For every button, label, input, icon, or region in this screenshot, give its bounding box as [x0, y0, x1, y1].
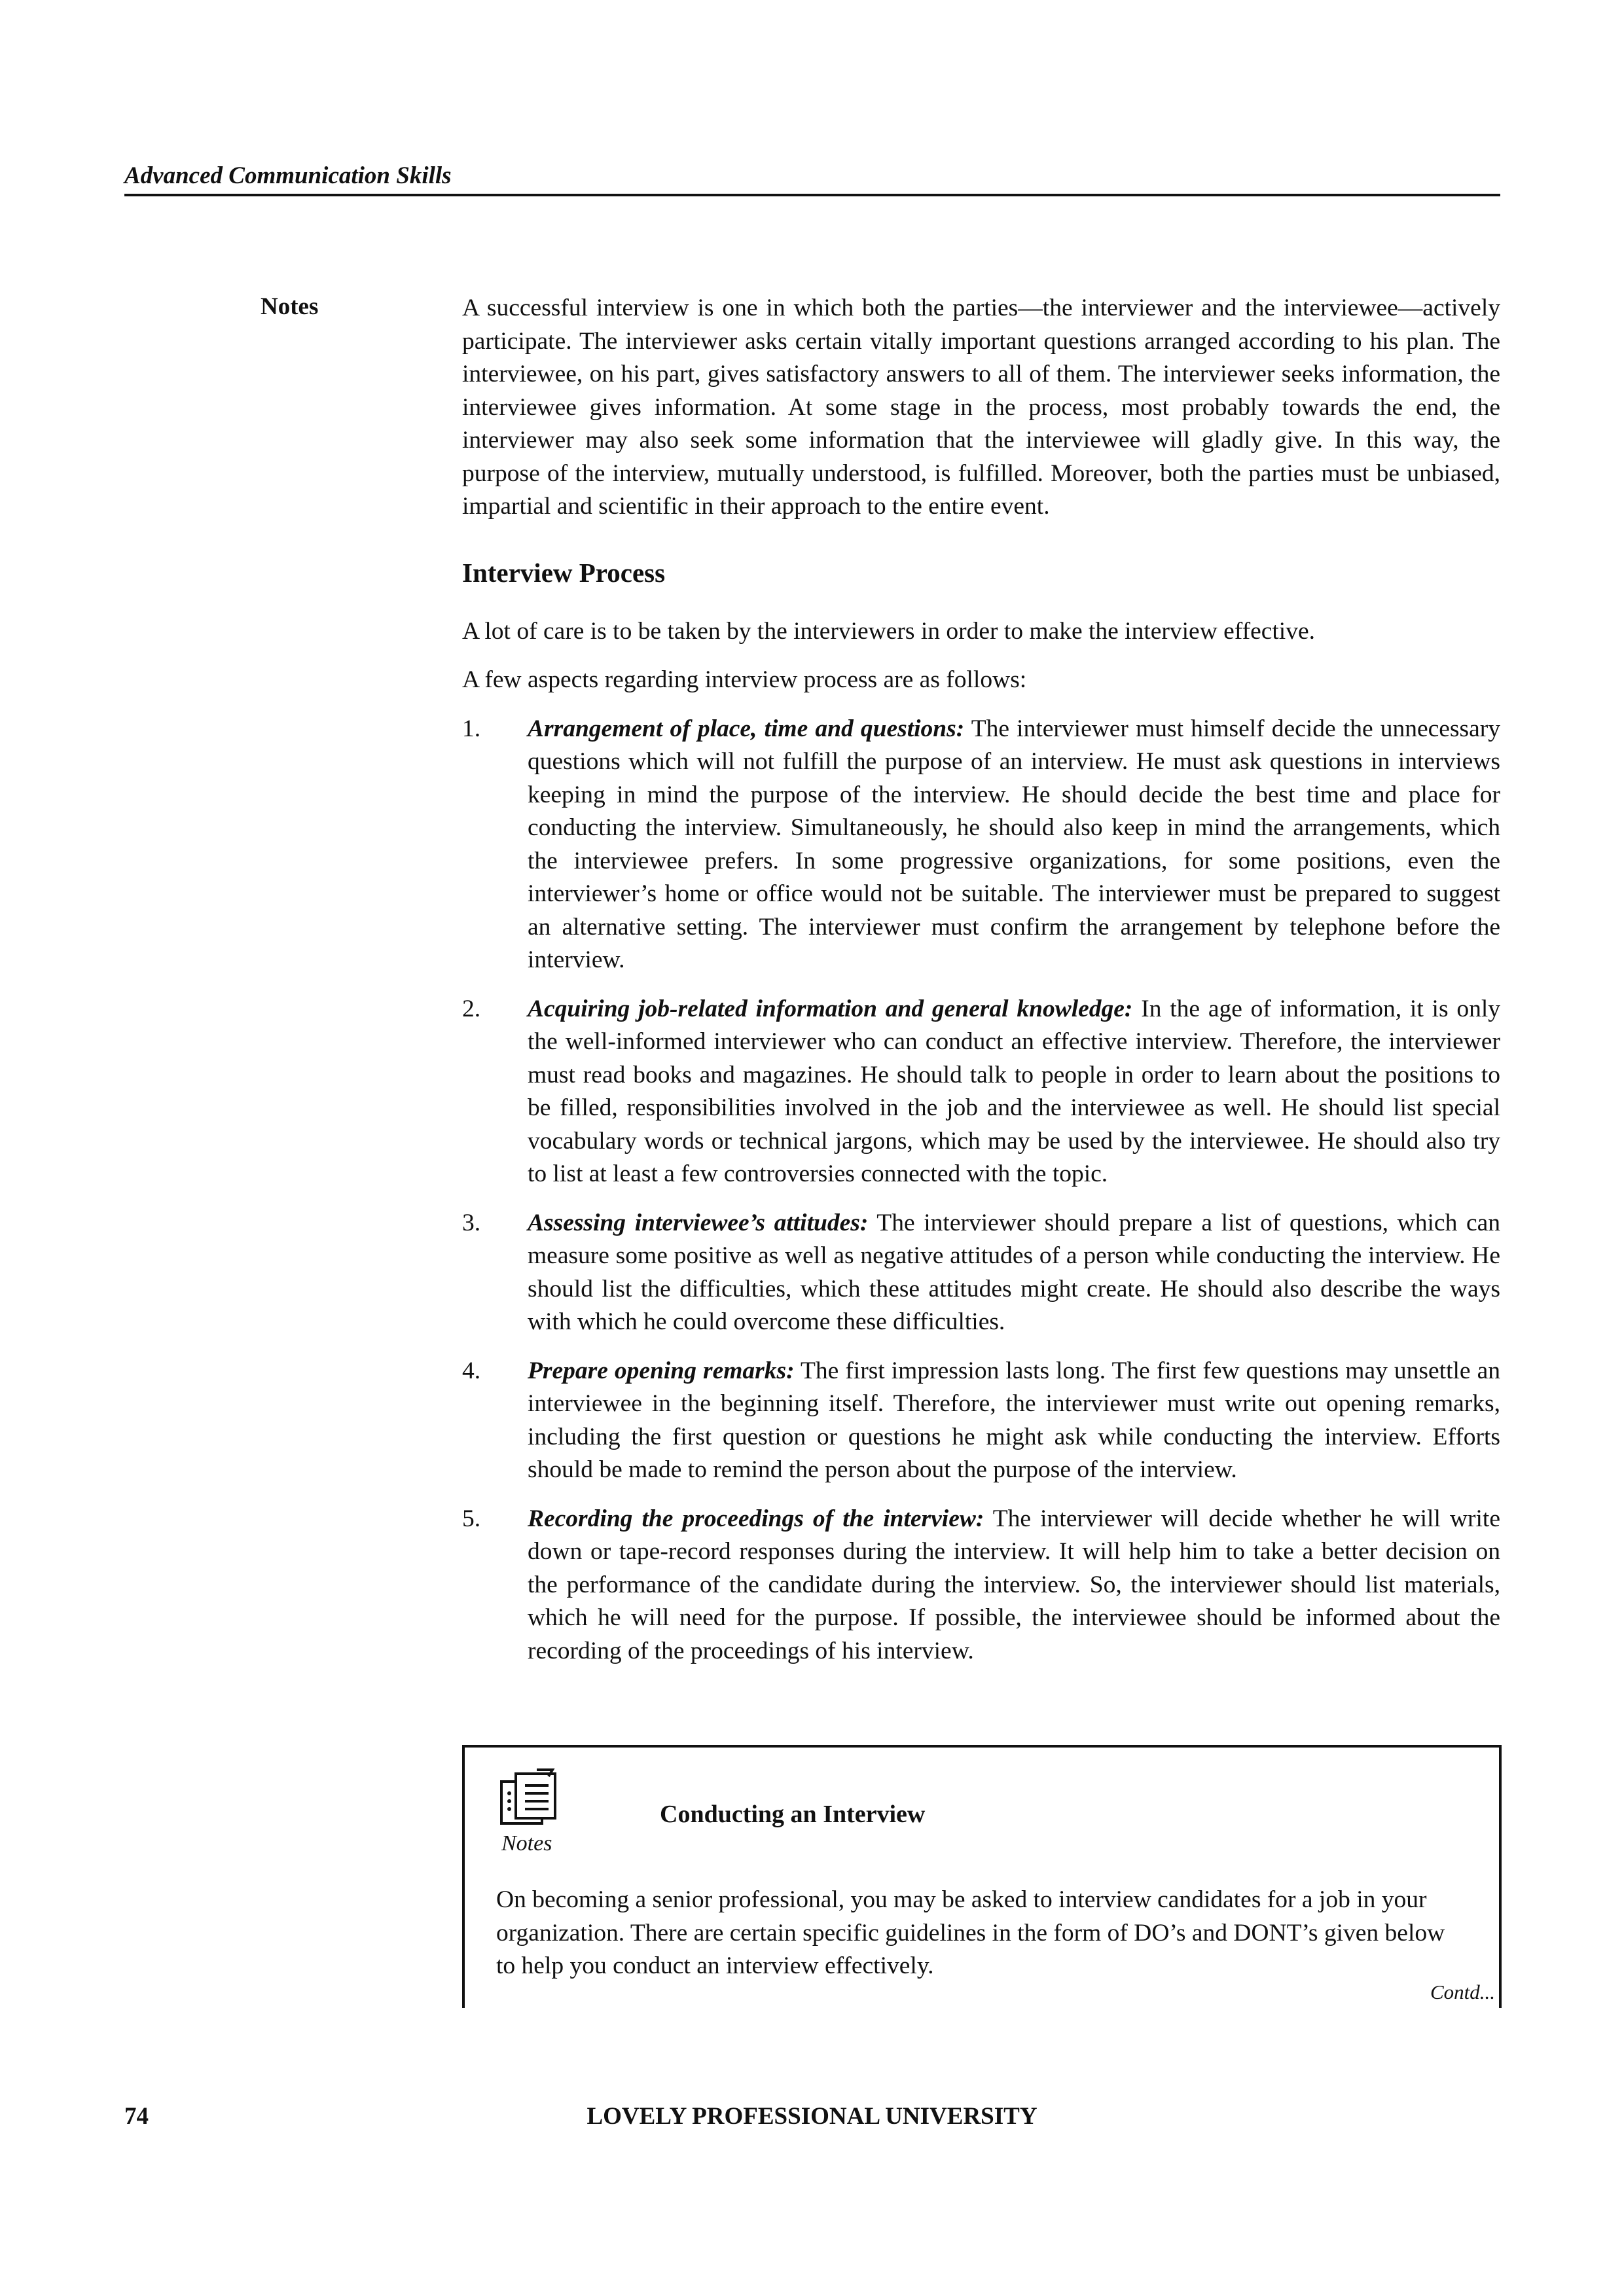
list-item	[462, 1503, 1500, 1668]
list-item-number: 1.	[462, 715, 481, 742]
list-item-term: Arrangement of place, time and questions:	[528, 715, 965, 742]
section-heading: Interview Process	[462, 557, 666, 588]
list-item-term: Recording the proceedings of the interview:	[528, 1505, 984, 1532]
list-item	[462, 1207, 1500, 1339]
list-item-term: Prepare opening remarks:	[528, 1357, 795, 1384]
list-item-text: In the age of information, it is only the well-informed interviewer who can conduct an effective interview. Therefore, the interviewer must read books and magazines. He should talk to people in order to learn about the positions to be filled, responsibilities involved in the job and the interviewee as well. He should list special vocabulary words or technical jargons, which may be used by the interviewee. He should also try to list at least a few controversies connected with the topic.	[528, 995, 1501, 1187]
main-content	[462, 292, 1500, 1683]
list-item	[462, 713, 1500, 977]
list-item	[462, 993, 1500, 1191]
page-number: 74	[124, 2103, 149, 2130]
list-item-number: 2.	[462, 995, 481, 1022]
notes-box	[462, 1745, 1502, 2008]
contd-label: Contd...	[1430, 1981, 1495, 2003]
list-item-number: 3.	[462, 1209, 481, 1236]
notes-book-icon	[496, 1766, 559, 1829]
intro-paragraph: A successful interview is one in which both the parties—the interviewer and the interviewee—actively participate. The interviewer asks certain vitally important questions arranged according to his plan. The interviewee, on his part, gives satisfactory answers to all of them. The interviewer seeks information, the interviewee gives information. At some stage in the process, most probably towards the end, the interviewer may also seek some information that the interviewee will gladly give. In this way, the purpose of the interview, mutually understood, is fulfilled. Moreover, both the parties must be unbiased, impartial and scientific in their approach to the entire event.	[462, 295, 1500, 520]
section-paragraph-2: A few aspects regarding interview process are as follows:	[462, 666, 1027, 693]
running-header: Advanced Communication Skills	[124, 161, 1500, 196]
notes-icon-label: Notes	[501, 1831, 552, 1856]
list-item-text: The interviewer should prepare a list of questions, which can measure some positive as well as negative attitudes of a person while conducting the interview. He should list the difficulties, which these attitudes might create. He should also describe the ways with which he could overcome these difficulties.	[528, 1209, 1500, 1335]
list-item-text: The first impression lasts long. The first few questions may unsettle an interviewee in the beginning itself. Therefore, the interviewer must write out opening remarks, including the first question or questions he might ask while conducting the interview. Efforts should be made to remind the person about the purpose of the interview.	[528, 1357, 1500, 1483]
footer-university: LOVELY PROFESSIONAL UNIVERSITY	[586, 2103, 1038, 2130]
notes-icon-group	[496, 1766, 562, 1856]
list-item-term: Assessing interviewee’s attitudes:	[528, 1209, 869, 1236]
list-item	[462, 1355, 1500, 1487]
aspect-list	[462, 713, 1500, 1668]
section-paragraph-1: A lot of care is to be taken by the interviewers in order to make the interview effective.	[462, 617, 1315, 645]
list-item-number: 4.	[462, 1357, 481, 1384]
list-item-text: The interviewer must himself decide the unnecessary questions which will not fulfill the purpose of an interview. He must ask questions in interviews keeping in mind the purpose of the interview. He should decide the best time and place for conducting the interview. Simultaneously, he should also keep in mind the arrangements, which the interviewee prefers. In some progressive organizations, for some positions, even the interviewer’s home or office would not be suitable. The interviewer must be prepared to suggest an alternative setting. The interviewer must confirm the arrangement by telephone before the interview.	[528, 715, 1501, 973]
list-item-number: 5.	[462, 1505, 481, 1532]
margin-notes-label: Notes	[261, 293, 319, 320]
notes-box-text: On becoming a senior professional, you may be asked to interview candidates for a job in your organization. There are certain specific guidelines in the form of DO’s and DONT’s given below to help you conduct an interview effectively.	[496, 1886, 1445, 1979]
notes-box-title: Conducting an Interview	[660, 1801, 926, 1828]
list-item-term: Acquiring job-related information and general knowledge:	[528, 995, 1133, 1022]
list-item-text: The interviewer will decide whether he will write down or tape-record responses during the interview. It will help him to take a better decision on the performance of the candidate during the interview. So, the interviewer should list materials, which he will need for the purpose. If possible, the interviewee should be informed about the recording of the proceedings of his interview.	[528, 1505, 1500, 1664]
